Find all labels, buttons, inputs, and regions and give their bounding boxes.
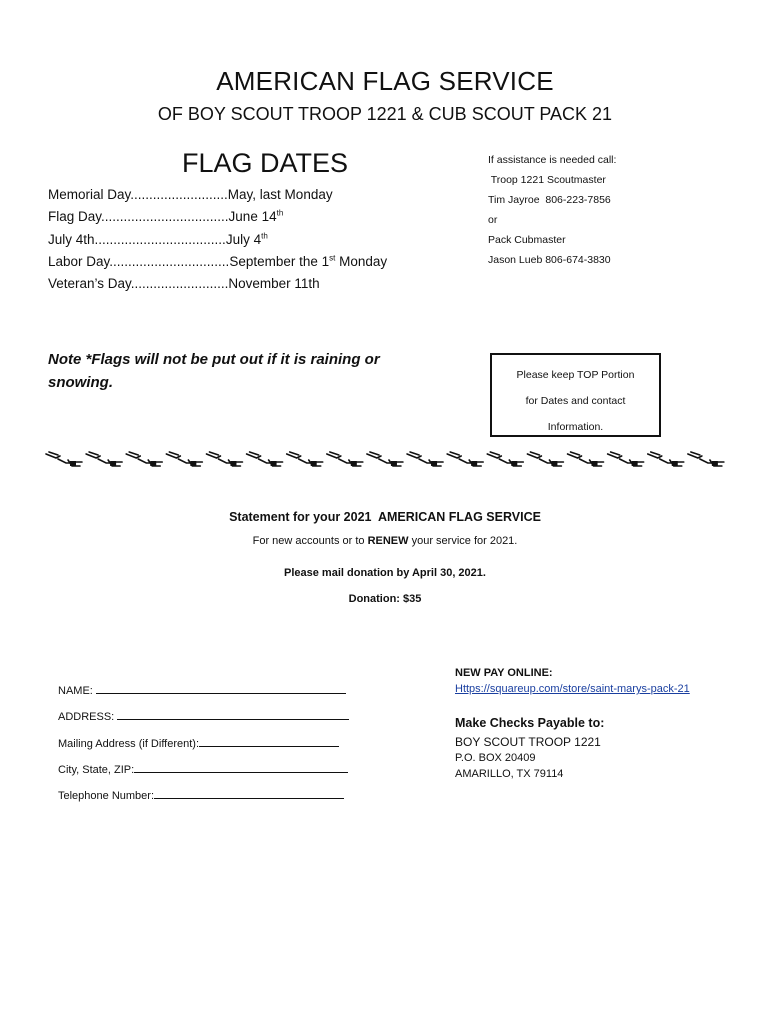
flag-date-row-memorial xyxy=(48,184,387,206)
statement-renew-line xyxy=(0,535,770,547)
telephone-label: Telephone Number: xyxy=(58,790,155,802)
flag-date-value-tail: Monday xyxy=(335,253,388,269)
scissors-cut-icon xyxy=(166,452,202,466)
mail-by-date: Please mail donation by April 30, 2021. xyxy=(284,567,486,579)
flag-date-value: September the 1 xyxy=(229,253,330,269)
scissors-cut-icon xyxy=(568,452,604,466)
scissors-cut-icon xyxy=(688,452,724,466)
flag-date-label: July 4th................................... xyxy=(48,231,226,247)
cut-line-divider xyxy=(44,446,726,472)
address-label: ADDRESS: xyxy=(58,711,118,723)
scissors-cut-icon xyxy=(46,452,82,466)
keep-box-line: for Dates and contact xyxy=(525,395,626,407)
payee-city: AMARILLO, TX 79114 xyxy=(455,768,564,780)
pay-online-label: NEW PAY ONLINE: xyxy=(455,667,553,679)
scoutmaster-contact: Tim Jayroe 806-223-7856 xyxy=(488,194,611,206)
city-state-zip-field[interactable] xyxy=(58,761,348,776)
address-line[interactable] xyxy=(117,708,349,720)
scissors-cut-icon xyxy=(608,452,644,466)
cubmaster-contact: Jason Lueb 806-674-3830 xyxy=(488,254,611,266)
scissors-cut-icon xyxy=(287,452,323,466)
assistance-intro: If assistance is needed call: xyxy=(488,154,617,166)
flag-date-value: May, last Monday xyxy=(227,187,333,202)
flag-date-row-july-4th xyxy=(48,229,387,251)
scissors-cut-icon xyxy=(86,452,122,466)
page-subtitle: OF BOY SCOUT TROOP 1221 & CUB SCOUT PACK 21 xyxy=(157,104,613,124)
mailing-address-field[interactable] xyxy=(58,735,339,750)
payee-name: BOY SCOUT TROOP 1221 xyxy=(455,735,601,749)
flag-dates-list xyxy=(48,184,387,295)
weather-note: Note *Flags will not be put out if it is raining or snowing. xyxy=(48,351,380,391)
telephone-field[interactable] xyxy=(58,787,344,802)
statement-title: Statement for your 2021 AMERICAN FLAG SERVICE xyxy=(229,510,541,524)
mailing-address-label: Mailing Address (if Different): xyxy=(58,738,200,750)
donation-amount: Donation: $35 xyxy=(348,593,422,605)
flag-date-row-veterans-day xyxy=(48,273,387,295)
scissors-cut-icon xyxy=(487,452,523,466)
renew-line-start: For new accounts or to xyxy=(252,535,368,547)
scissors-cut-icon xyxy=(407,452,443,466)
flag-date-label: Veteran’s Day.......................... xyxy=(48,276,229,292)
assistance-or: or xyxy=(488,214,498,226)
flag-date-suffix: th xyxy=(261,231,268,241)
telephone-line[interactable] xyxy=(154,787,344,799)
payee-po-box: P.O. BOX 20409 xyxy=(455,752,536,764)
city-state-zip-label: City, State, ZIP: xyxy=(58,764,135,776)
city-state-zip-line[interactable] xyxy=(134,761,348,773)
scissors-cut-icon xyxy=(527,452,563,466)
cubmaster-title: Pack Cubmaster xyxy=(488,234,566,246)
mailing-address-line[interactable] xyxy=(199,735,339,747)
renew-line-end: your service for 2021. xyxy=(408,535,518,547)
scoutmaster-title: Troop 1221 Scoutmaster xyxy=(488,174,606,186)
scissors-cut-icon xyxy=(648,452,684,466)
flag-date-row-flag-day xyxy=(48,206,387,228)
scissors-cut-icon xyxy=(126,452,162,466)
scissors-cut-icon xyxy=(367,452,403,466)
renew-word: RENEW xyxy=(367,535,409,547)
flag-dates-heading: FLAG DATES xyxy=(182,148,349,178)
name-line[interactable] xyxy=(96,682,346,694)
flag-date-row-labor-day xyxy=(48,251,387,273)
keep-top-portion-box xyxy=(490,353,661,437)
name-field[interactable] xyxy=(58,682,346,697)
checks-payable-label: Make Checks Payable to: xyxy=(455,716,605,730)
pay-online-link[interactable]: Https://squareup.com/store/saint-marys-pack-21 xyxy=(455,683,690,695)
scissors-cut-icon xyxy=(327,452,363,466)
address-field[interactable] xyxy=(58,708,349,723)
flag-date-value: November 11th xyxy=(228,276,320,292)
flag-date-label: Memorial Day.......................... xyxy=(48,187,228,202)
flag-date-label: Flag Day.................................. xyxy=(48,209,229,225)
flag-date-value: June 14 xyxy=(228,209,277,225)
flag-date-suffix: st xyxy=(329,253,336,263)
scissors-cut-icon xyxy=(447,452,483,466)
scissors-cut-icon xyxy=(247,452,283,466)
flag-date-value: July 4 xyxy=(225,231,262,247)
flag-date-suffix: th xyxy=(276,208,284,218)
scissors-cut-icon xyxy=(206,452,242,466)
flag-date-label: Labor Day................................ xyxy=(48,253,230,269)
name-label: NAME: xyxy=(58,685,96,697)
keep-box-line: Information. xyxy=(547,421,604,433)
assistance-contacts xyxy=(488,150,616,270)
page-title: AMERICAN FLAG SERVICE xyxy=(216,66,554,96)
keep-box-line: Please keep TOP Portion xyxy=(516,369,635,381)
